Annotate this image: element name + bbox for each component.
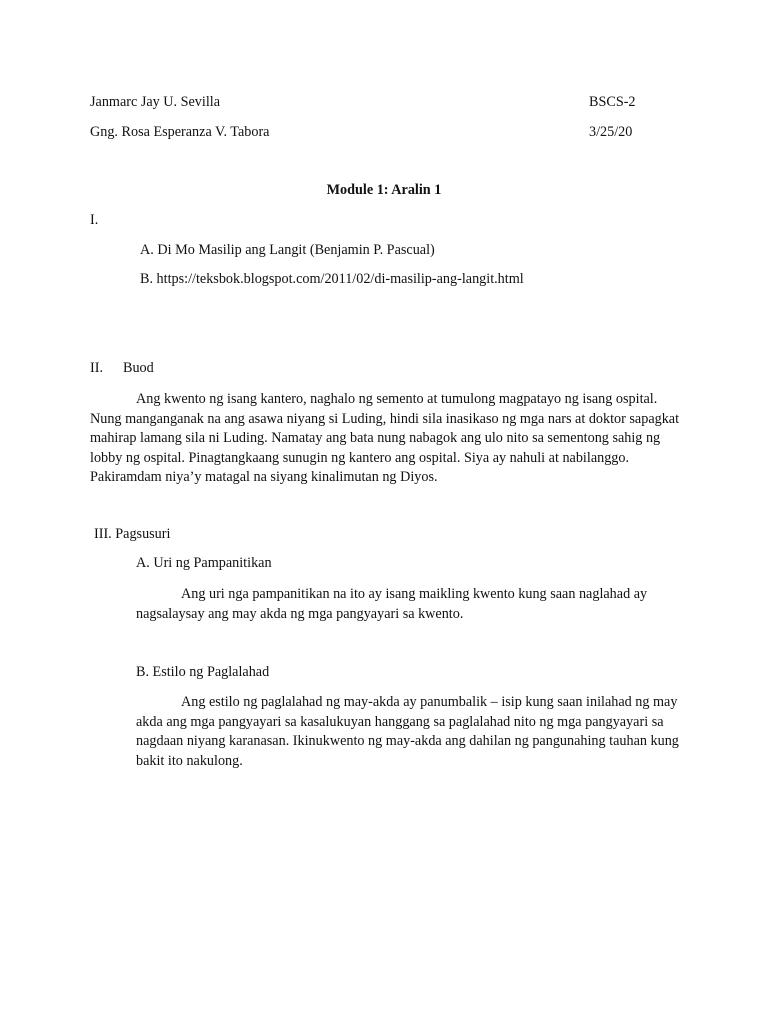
section-1-item-a: A. Di Mo Masilip ang Langit (Benjamin P. Pascual) — [140, 242, 435, 258]
section-1-item-b: B. https://teksbok.blogspot.com/2011/02/di-masilip-ang-langit.html — [140, 271, 524, 287]
section-3-heading: III. Pagsusuri — [94, 526, 171, 542]
section-3-sub-b-paragraph: Ang estilo ng paglalahad ng may-akda ay panumbalik – isip kung saan inilahad ng may akda ang mga pangyayari sa kasalukuyan hanggang sa paglalahad nito ng mga pangyayari sa nagdaan niyang karanasan. Ikinukwento ng may-akda ang dahilan ng pangunahing tauhan kung bakit ito nakulong. — [136, 694, 679, 769]
buod-paragraph: Ang kwento ng isang kantero, naghalo ng semento at tumulong magpatayo ng isang ospital. Nung manganganak na ang asawa niyang si Luding, hindi sila inasikaso ng mga nars at doktor sapagkat mahirap lamang sila ni Luding. Namatay ang bata nung nabagok ang ulo nito sa sementong sahig ng lobby ng ospital. Pinagtangkaang sunugin ng kantero ang ospital. Siya ay nahuli at nabilanggo. Pakiramdam niya’y matagal na siyang kinalimutan ng Diyos. — [90, 391, 680, 485]
section-3-sub-b-heading: B. Estilo ng Paglalahad — [136, 664, 270, 680]
student-name: Janmarc Jay U. Sevilla — [90, 94, 221, 110]
teacher-name: Gng. Rosa Esperanza V. Tabora — [90, 124, 270, 140]
section-2-heading: Buod — [123, 360, 154, 376]
section-1-number: I. — [90, 212, 99, 228]
section-3-sub-a-paragraph: Ang uri nga pampanitikan na ito ay isang maikling kwento kung saan naglahad ay nagsalaysay ang may akda ng mga pangyayari sa kwento. — [136, 586, 648, 622]
section-3-sub-a-heading: A. Uri ng Pampanitikan — [136, 555, 272, 571]
section-2-number: II. — [90, 360, 103, 376]
course-label: BSCS-2 — [589, 94, 636, 110]
document-title: Module 1: Aralin 1 — [326, 182, 442, 198]
date-label: 3/25/20 — [589, 124, 633, 140]
